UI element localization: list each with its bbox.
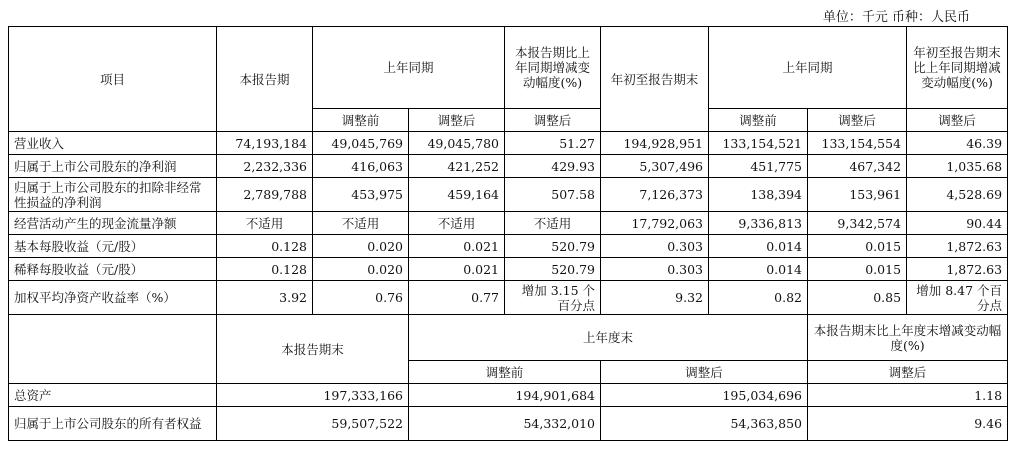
cell-ly2-after: 153,961 (808, 178, 907, 212)
cell-ly-after: 421,252 (409, 155, 505, 178)
cell-change: 不适用 (505, 212, 601, 235)
cell-ytd: 7,126,373 (601, 178, 709, 212)
col-item-header: 项目 (9, 27, 217, 132)
col-change-current-header: 本报告期比上年同期增减变动幅度(%) (505, 27, 601, 109)
cell-ly-after: 0.021 (409, 235, 505, 258)
cell-ly-before: 453,975 (313, 178, 409, 212)
cell-before-adj: 54,332,010 (409, 407, 601, 441)
bottom-header-row-1 (9, 315, 1008, 361)
cell-current: 2,789,788 (217, 178, 313, 212)
col-current-period-header: 本报告期 (217, 27, 313, 132)
cell-ly-after: 49,045,780 (409, 132, 505, 155)
cell-change: 520.79 (505, 235, 601, 258)
cell-change: 507.58 (505, 178, 601, 212)
cell-current: 0.128 (217, 235, 313, 258)
row-label: 归属于上市公司股东的净利润 (9, 155, 217, 178)
cell-ly2-after: 0.015 (808, 258, 907, 281)
cell-change: 1.18 (808, 384, 1008, 407)
row-label: 加权平均净资产收益率（%） (9, 281, 217, 315)
cell-ly-before: 0.020 (313, 235, 409, 258)
cell-change: 429.93 (505, 155, 601, 178)
cell-change2: 1,872.63 (907, 235, 1008, 258)
col-change-after-adj-header: 调整后 (505, 109, 601, 132)
cell-ly-before: 416,063 (313, 155, 409, 178)
cell-ly-after: 0.021 (409, 258, 505, 281)
cell-ly2-before: 451,775 (709, 155, 808, 178)
cell-ly-before: 49,045,769 (313, 132, 409, 155)
col-change-ytd-header: 年初至报告期末比上年同期增减变动幅度(%) (907, 27, 1008, 109)
row-label: 总资产 (9, 384, 217, 407)
cell-after-adj: 195,034,696 (601, 384, 808, 407)
cell-period-end: 59,507,522 (217, 407, 409, 441)
row-label: 营业收入 (9, 132, 217, 155)
col-bottom-change-after-adj-header: 调整后 (808, 361, 1008, 384)
cell-ly-after: 不适用 (409, 212, 505, 235)
col-after-adj-2-header: 调整后 (808, 109, 907, 132)
cell-current: 74,193,184 (217, 132, 313, 155)
table-row (9, 235, 1008, 258)
col-same-period-last-year-2-header: 上年同期 (709, 27, 907, 109)
col-bottom-after-adj-header: 调整后 (601, 361, 808, 384)
col-after-adj-header: 调整后 (409, 109, 505, 132)
cell-change2: 增加 8.47 个百分点 (907, 281, 1008, 315)
col-before-adj-header: 调整前 (313, 109, 409, 132)
cell-ytd: 0.303 (601, 235, 709, 258)
cell-ly-after: 0.77 (409, 281, 505, 315)
cell-ly-after: 459,164 (409, 178, 505, 212)
cell-change2: 90.44 (907, 212, 1008, 235)
row-label: 基本每股收益（元/股） (9, 235, 217, 258)
header-row-1 (9, 27, 1008, 109)
financial-table (8, 26, 1008, 441)
cell-before-adj: 194,901,684 (409, 384, 601, 407)
table-row (9, 384, 1008, 407)
cell-ytd: 194,928,951 (601, 132, 709, 155)
col-bottom-before-adj-header: 调整前 (409, 361, 601, 384)
cell-ly2-after: 467,342 (808, 155, 907, 178)
cell-change: 51.27 (505, 132, 601, 155)
cell-ly2-before: 0.82 (709, 281, 808, 315)
row-label: 归属于上市公司股东的所有者权益 (9, 407, 217, 441)
cell-ly2-after: 9,342,574 (808, 212, 907, 235)
cell-ly2-before: 0.014 (709, 258, 808, 281)
col-last-year-end-header: 上年度末 (409, 315, 808, 361)
cell-ly2-before: 0.014 (709, 235, 808, 258)
row-label: 归属于上市公司股东的扣除非经常性损益的净利润 (9, 178, 217, 212)
cell-after-adj: 54,363,850 (601, 407, 808, 441)
cell-current: 3.92 (217, 281, 313, 315)
cell-ly2-after: 0.015 (808, 235, 907, 258)
cell-ly-before: 0.76 (313, 281, 409, 315)
col-before-adj-2-header: 调整前 (709, 109, 808, 132)
table-row (9, 407, 1008, 441)
col-change2-after-adj-header: 调整后 (907, 109, 1008, 132)
cell-ly2-after: 0.85 (808, 281, 907, 315)
cell-ytd: 9.32 (601, 281, 709, 315)
cell-ly2-after: 133,154,554 (808, 132, 907, 155)
col-same-period-last-year-header: 上年同期 (313, 27, 505, 109)
cell-ly-before: 不适用 (313, 212, 409, 235)
cell-change: 520.79 (505, 258, 601, 281)
cell-ly2-before: 9,336,813 (709, 212, 808, 235)
cell-period-end: 197,333,166 (217, 384, 409, 407)
table-row (9, 155, 1008, 178)
cell-current: 不适用 (217, 212, 313, 235)
row-label: 稀释每股收益（元/股） (9, 258, 217, 281)
cell-change2: 46.39 (907, 132, 1008, 155)
table-row (9, 258, 1008, 281)
table-row (9, 178, 1008, 212)
cell-change: 9.46 (808, 407, 1008, 441)
cell-change2: 4,528.69 (907, 178, 1008, 212)
table-row (9, 281, 1008, 315)
cell-ytd: 0.303 (601, 258, 709, 281)
col-period-end-header: 本报告期末 (217, 315, 409, 384)
bottom-header-blank (9, 315, 217, 384)
cell-ly2-before: 133,154,521 (709, 132, 808, 155)
cell-change2: 1,872.63 (907, 258, 1008, 281)
cell-current: 2,232,336 (217, 155, 313, 178)
row-label: 经营活动产生的现金流量净额 (9, 212, 217, 235)
col-period-end-change-header: 本报告期末比上年度末增减变动幅度(%) (808, 315, 1008, 361)
cell-ly-before: 0.020 (313, 258, 409, 281)
table-row (9, 212, 1008, 235)
unit-label: 单位：千元 币种：人民币 (822, 10, 970, 25)
cell-ytd: 5,307,496 (601, 155, 709, 178)
cell-ly2-before: 138,394 (709, 178, 808, 212)
cell-ytd: 17,792,063 (601, 212, 709, 235)
cell-change2: 1,035.68 (907, 155, 1008, 178)
table-row (9, 132, 1008, 155)
col-ytd-end-header: 年初至报告期末 (601, 27, 709, 132)
cell-current: 0.128 (217, 258, 313, 281)
cell-change: 增加 3.15 个百分点 (505, 281, 601, 315)
